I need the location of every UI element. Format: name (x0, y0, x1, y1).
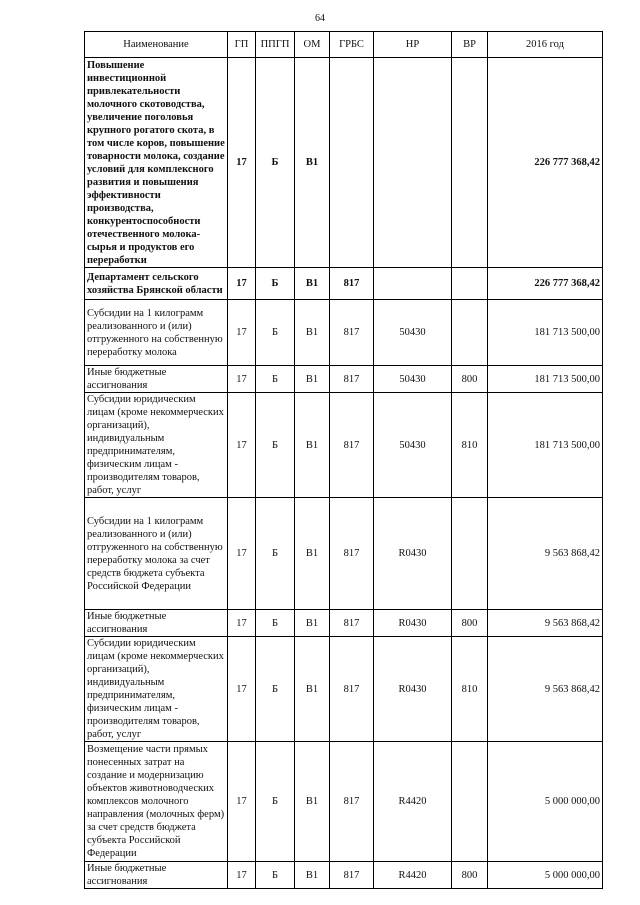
cell-grbs: 817 (330, 742, 374, 862)
cell-ppgp: Б (256, 742, 295, 862)
cell-vr: 810 (452, 393, 488, 498)
col-header-vr: ВР (452, 32, 488, 58)
cell-amount: 226 777 368,42 (488, 58, 603, 268)
cell-amount: 5 000 000,00 (488, 742, 603, 862)
cell-om: В1 (295, 366, 330, 393)
cell-nr: R0430 (374, 498, 452, 610)
cell-amount: 226 777 368,42 (488, 268, 603, 300)
cell-om: В1 (295, 58, 330, 268)
cell-amount: 9 563 868,42 (488, 637, 603, 742)
cell-om: В1 (295, 862, 330, 889)
table-row (85, 366, 603, 393)
cell-nr: 50430 (374, 366, 452, 393)
table-row (85, 610, 603, 637)
cell-gp: 17 (228, 742, 256, 862)
cell-name: Субсидии на 1 килограмм реализованного и (или) отгруженного на собственную переработку молока за счет средств бюджета субъекта Российской Федерации (85, 498, 228, 610)
cell-vr (452, 498, 488, 610)
table-row (85, 58, 603, 268)
cell-gp: 17 (228, 58, 256, 268)
cell-amount: 9 563 868,42 (488, 610, 603, 637)
cell-gp: 17 (228, 498, 256, 610)
cell-grbs: 817 (330, 366, 374, 393)
cell-amount: 181 713 500,00 (488, 393, 603, 498)
cell-nr: R4420 (374, 742, 452, 862)
cell-vr (452, 268, 488, 300)
table-row (85, 862, 603, 889)
cell-grbs (330, 58, 374, 268)
table-row (85, 742, 603, 862)
cell-name: Субсидии на 1 килограмм реализованного и (или) отгруженного на собственную переработку молока (85, 300, 228, 366)
cell-name: Департамент сельского хозяйства Брянской области (85, 268, 228, 300)
cell-grbs: 817 (330, 300, 374, 366)
cell-grbs: 817 (330, 862, 374, 889)
cell-om: В1 (295, 393, 330, 498)
cell-vr: 810 (452, 637, 488, 742)
page-number: 64 (315, 13, 325, 24)
cell-name: Субсидии юридическим лицам (кроме некоммерческих организаций), индивидуальным предпринимателям, физическим лицам - производителям товаров, работ, услуг (85, 393, 228, 498)
col-header-ppgp: ППГП (256, 32, 295, 58)
cell-name: Субсидии юридическим лицам (кроме некоммерческих организаций), индивидуальным предпринимателям, физическим лицам - производителям товаров, работ, услуг (85, 637, 228, 742)
cell-vr: 800 (452, 862, 488, 889)
budget-table (84, 31, 603, 889)
cell-grbs: 817 (330, 498, 374, 610)
cell-name: Иные бюджетные ассигнования (85, 366, 228, 393)
cell-om: В1 (295, 300, 330, 366)
cell-nr (374, 58, 452, 268)
cell-vr: 800 (452, 366, 488, 393)
table-row (85, 268, 603, 300)
cell-ppgp: Б (256, 393, 295, 498)
cell-name: Повышение инвестиционной привлекательности молочного скотоводства, увеличение поголовья крупного рогатого скота, в том числе коров, повышение товарности молока, создание условий для комплексного развития и повышения эффективности производства, конкурентоспособности отечественного молока-сырья и продуктов его переработки (85, 58, 228, 268)
cell-name: Возмещение части прямых понесенных затрат на создание и модернизацию объектов животноводческих комплексов молочного направления (молочных ферм) за счет средств бюджета субъекта Российской Федерации (85, 742, 228, 862)
cell-amount: 181 713 500,00 (488, 366, 603, 393)
col-header-om: ОМ (295, 32, 330, 58)
cell-amount: 181 713 500,00 (488, 300, 603, 366)
cell-om: В1 (295, 637, 330, 742)
cell-om: В1 (295, 742, 330, 862)
cell-ppgp: Б (256, 300, 295, 366)
table-row (85, 393, 603, 498)
cell-name: Иные бюджетные ассигнования (85, 862, 228, 889)
cell-ppgp: Б (256, 862, 295, 889)
col-header-gp: ГП (228, 32, 256, 58)
cell-amount: 5 000 000,00 (488, 862, 603, 889)
cell-nr: 50430 (374, 393, 452, 498)
cell-ppgp: Б (256, 498, 295, 610)
cell-vr (452, 742, 488, 862)
cell-gp: 17 (228, 610, 256, 637)
col-header-grbs: ГРБС (330, 32, 374, 58)
cell-grbs: 817 (330, 637, 374, 742)
cell-ppgp: Б (256, 58, 295, 268)
col-header-name: Наименование (85, 32, 228, 58)
cell-amount: 9 563 868,42 (488, 498, 603, 610)
col-header-nr: НР (374, 32, 452, 58)
cell-nr: R0430 (374, 637, 452, 742)
cell-vr (452, 58, 488, 268)
cell-om: В1 (295, 498, 330, 610)
cell-nr: 50430 (374, 300, 452, 366)
cell-gp: 17 (228, 637, 256, 742)
cell-nr: R4420 (374, 862, 452, 889)
cell-gp: 17 (228, 862, 256, 889)
cell-grbs: 817 (330, 393, 374, 498)
cell-vr: 800 (452, 610, 488, 637)
cell-gp: 17 (228, 300, 256, 366)
header-row (85, 32, 603, 58)
table-row (85, 498, 603, 610)
cell-ppgp: Б (256, 268, 295, 300)
cell-om: В1 (295, 610, 330, 637)
col-header-year: 2016 год (488, 32, 603, 58)
cell-gp: 17 (228, 366, 256, 393)
cell-om: В1 (295, 268, 330, 300)
cell-nr (374, 268, 452, 300)
cell-gp: 17 (228, 268, 256, 300)
cell-ppgp: Б (256, 610, 295, 637)
cell-grbs: 817 (330, 610, 374, 637)
cell-name: Иные бюджетные ассигнования (85, 610, 228, 637)
cell-ppgp: Б (256, 637, 295, 742)
table-row (85, 300, 603, 366)
cell-gp: 17 (228, 393, 256, 498)
table-row (85, 637, 603, 742)
cell-nr: R0430 (374, 610, 452, 637)
cell-vr (452, 300, 488, 366)
cell-ppgp: Б (256, 366, 295, 393)
cell-grbs: 817 (330, 268, 374, 300)
